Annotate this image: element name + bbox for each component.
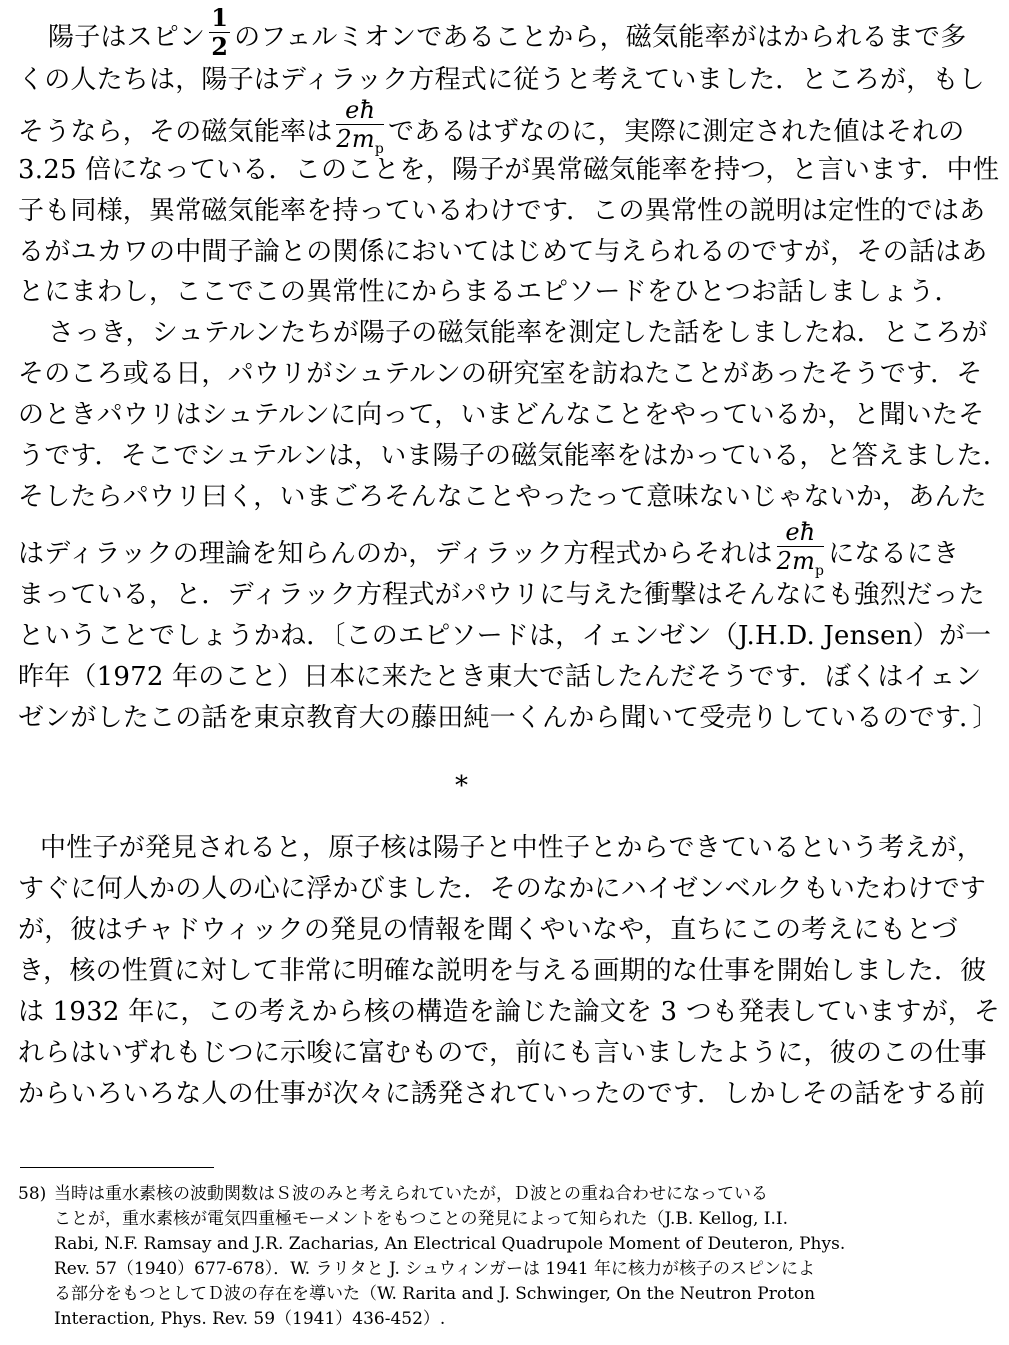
footnote-line-5: る部分をもつとしてＤ波の存在を導いた（W. Rarita and J. Schwinger, On the Neutron Proton xyxy=(54,1284,816,1304)
text-run: のフェルミオンであることから，磁気能率がはかられるまで多 xyxy=(234,22,967,53)
footnote-line-4: Rev. 57（1940）677-678）．W. ラリタと J. シュウィンガーは 1941 年に核力が核子のスピンによ xyxy=(54,1259,816,1279)
paragraph-2-line-1: さっき，シュテルンたちが陽子の磁気能率を測定した話をしましたね．ところが xyxy=(48,318,988,348)
paragraph-2-line-8: ということでしょうかね．〔このエピソードは，イェンゼン（J.H.D. Jensen）が一 xyxy=(18,621,992,651)
fraction-numerator: eħ xyxy=(777,520,825,547)
spin-fraction xyxy=(209,3,230,61)
footnote-rule xyxy=(20,1167,214,1168)
paragraph-1-line-6: るがユカワの中間子論との関係においてはじめて与えられるのですが，その話はあ xyxy=(18,237,988,267)
paragraph-1-line-4: 3.25 倍になっている．このことを，陽子が異常磁気能率を持つ，と言います．中性 xyxy=(18,155,1000,185)
footnote-line-6: Interaction, Phys. Rev. 59（1941）436-452）. xyxy=(54,1309,446,1329)
paragraph-2-line-4: うです．そこでシュテルンは，いま陽子の磁気能率をはかっている，と答えました． xyxy=(18,441,1009,471)
paragraph-1-line-7: とにまわし，ここでこの異常性にからまるエピソードをひとつお話しましょう． xyxy=(18,277,961,307)
subscript-p: p xyxy=(374,140,385,157)
subscript-p: p xyxy=(815,562,825,579)
paragraph-2-line-3: のときパウリはシュテルンに向って，いまどんなことをやっているか，と聞いたそ xyxy=(18,400,985,430)
paragraph-1-line-5: 子も同様，異常磁気能率を持っているわけです．この異常性の説明は定性的ではあ xyxy=(18,196,986,226)
paragraph-2-line-2: そのころ或る日，パウリがシュテルンの研究室を訪ねたことがあったそうです．そ xyxy=(18,359,983,389)
footnote-line-1 xyxy=(18,1182,918,1207)
paragraph-1-line-1 xyxy=(48,3,967,65)
text-run: であるはずなのに，実際に測定された値はそれの xyxy=(388,116,965,147)
footnote-text: 当時は重水素核の波動関数はＳ波のみと考えられていたが，Ｄ波との重ね合わせになっている xyxy=(54,1184,768,1204)
fraction-denominator: 2 xyxy=(211,32,229,61)
paragraph-3-line-3: が，彼はチャドウィックの発見の情報を聞くやいなや，直ちにこの考えにもとづ xyxy=(18,915,958,945)
denominator-text: 2m xyxy=(776,547,816,575)
paragraph-1-line-2: くの人たちは，陽子はディラック方程式に従うと考えていました．ところが，もし xyxy=(18,65,985,95)
denominator-text: 2m xyxy=(336,125,375,153)
paragraph-3-line-1: 中性子が発見されると，原子核は陽子と中性子とからできているという考えが， xyxy=(40,833,983,863)
paragraph-2-line-7: まっている，と．ディラック方程式がパウリに与えた衝撃はそんなにも強烈だった xyxy=(18,580,985,610)
fraction-numerator: 1 xyxy=(211,3,229,32)
footnote-number: 58) xyxy=(18,1184,47,1204)
paragraph-3-line-2: すぐに何人かの人の心に浮かびました．そのなかにハイゼンベルクもいたわけです xyxy=(18,874,987,904)
text-run: はディラックの理論を知らんのか，ディラック方程式からそれは xyxy=(18,538,773,569)
paragraph-2-line-9: 昨年（1972 年のこと）日本に来たとき東大で話したんだそうです．ぼくはイェン xyxy=(18,662,982,692)
paragraph-3-line-6: れらはいずれもじつに示唆に富むもので，前にも言いましたように，彼のこの仕事 xyxy=(18,1038,987,1068)
footnote-line-2: ことが，重水素核が電気四重極モーメントをもつことの発見によって知られた（J.B. Kellog, I.I. xyxy=(54,1209,789,1229)
paragraph-3-line-4: き，核の性質に対して非常に明確な説明を与える画期的な仕事を開始しました．彼 xyxy=(18,956,987,986)
paragraph-2-line-6 xyxy=(18,518,960,584)
fraction-numerator: eħ xyxy=(336,98,384,125)
text-run: になるにき xyxy=(828,538,960,569)
text-run: そうなら，その磁気能率は xyxy=(18,116,333,147)
magnetic-moment-fraction xyxy=(336,98,384,156)
footnote-line-3: Rabi, N.F. Ramsay and J.R. Zacharias, An Electrical Quadrupole Moment of Deuteron, Phys. xyxy=(54,1234,846,1254)
paragraph-3-line-5: は 1932 年に，この考えから核の構造を論じた論文を 3 つも発表していますが，そ xyxy=(18,997,1001,1027)
magnetic-moment-fraction xyxy=(777,520,825,578)
paragraph-2-line-5: そしたらパウリ曰く，いまごろそんなことやったって意味ないじゃないか，あんた xyxy=(18,482,987,512)
text-run: 陽子はスピン xyxy=(48,22,206,53)
paragraph-2-line-10: ゼンがしたこの話を東京教育大の藤田純一くんから聞いて受売りしているのです．〕 xyxy=(18,703,999,733)
section-separator: * xyxy=(455,771,468,801)
fraction-denominator xyxy=(777,547,825,578)
paragraph-3-line-7: からいろいろな人の仕事が次々に誘発されていったのです．しかしその話をする前 xyxy=(18,1079,986,1109)
